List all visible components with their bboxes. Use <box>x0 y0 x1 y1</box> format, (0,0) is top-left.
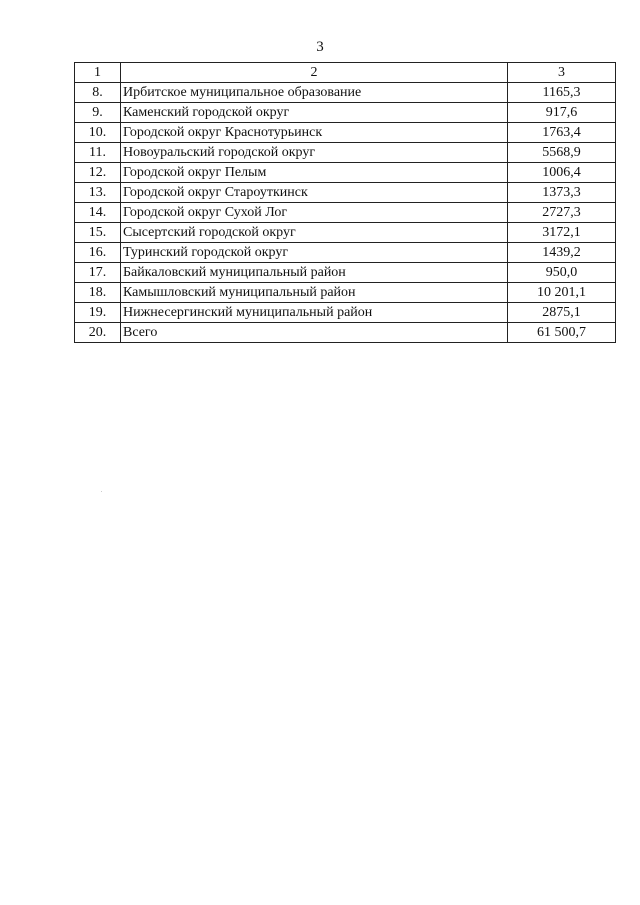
row-value-cell: 3172,1 <box>508 223 616 243</box>
row-name-cell: Байкаловский муниципальный район <box>121 263 508 283</box>
scan-speck <box>101 491 102 492</box>
column-header-1: 1 <box>75 63 121 83</box>
row-value-cell: 1763,4 <box>508 123 616 143</box>
row-number-cell: 15. <box>75 223 121 243</box>
table-row <box>75 303 616 323</box>
row-number-cell: 12. <box>75 163 121 183</box>
row-name-cell: Городской округ Сухой Лог <box>121 203 508 223</box>
table-row <box>75 203 616 223</box>
row-name-cell: Нижнесергинский муниципальный район <box>121 303 508 323</box>
row-number-cell: 11. <box>75 143 121 163</box>
table-row <box>75 163 616 183</box>
row-name-cell: Новоуральский городской округ <box>121 143 508 163</box>
row-number-cell: 10. <box>75 123 121 143</box>
row-number-cell: 13. <box>75 183 121 203</box>
row-number-cell: 17. <box>75 263 121 283</box>
row-name-cell: Туринский городской округ <box>121 243 508 263</box>
row-value-cell: 10 201,1 <box>508 283 616 303</box>
row-name-cell: Камышловский муниципальный район <box>121 283 508 303</box>
row-value-cell: 1373,3 <box>508 183 616 203</box>
column-header-2: 2 <box>121 63 508 83</box>
row-name-cell: Сысертский городской округ <box>121 223 508 243</box>
table-row <box>75 83 616 103</box>
table-row <box>75 323 616 343</box>
table-row <box>75 143 616 163</box>
row-value-cell: 5568,9 <box>508 143 616 163</box>
row-number-cell: 9. <box>75 103 121 123</box>
table-header-row <box>75 63 616 83</box>
row-name-cell: Городской округ Пелым <box>121 163 508 183</box>
row-number-cell: 16. <box>75 243 121 263</box>
table-row <box>75 103 616 123</box>
table-row <box>75 243 616 263</box>
row-number-cell: 20. <box>75 323 121 343</box>
row-name-cell: Каменский городской округ <box>121 103 508 123</box>
row-value-cell: 2875,1 <box>508 303 616 323</box>
row-value-cell: 2727,3 <box>508 203 616 223</box>
row-value-cell: 950,0 <box>508 263 616 283</box>
row-name-cell: Ирбитское муниципальное образование <box>121 83 508 103</box>
table-row <box>75 283 616 303</box>
table-row <box>75 183 616 203</box>
column-header-3: 3 <box>508 63 616 83</box>
row-number-cell: 19. <box>75 303 121 323</box>
row-number-cell: 14. <box>75 203 121 223</box>
table-row <box>75 123 616 143</box>
row-value-cell: 1006,4 <box>508 163 616 183</box>
row-number-cell: 18. <box>75 283 121 303</box>
table-row <box>75 223 616 243</box>
row-value-cell: 1165,3 <box>508 83 616 103</box>
table-row <box>75 263 616 283</box>
row-number-cell: 8. <box>75 83 121 103</box>
row-value-cell: 61 500,7 <box>508 323 616 343</box>
row-name-cell: Городской округ Краснотурьинск <box>121 123 508 143</box>
row-name-cell: Всего <box>121 323 508 343</box>
page-number: 3 <box>316 39 324 55</box>
row-value-cell: 917,6 <box>508 103 616 123</box>
data-table <box>74 62 616 343</box>
row-value-cell: 1439,2 <box>508 243 616 263</box>
row-name-cell: Городской округ Староуткинск <box>121 183 508 203</box>
